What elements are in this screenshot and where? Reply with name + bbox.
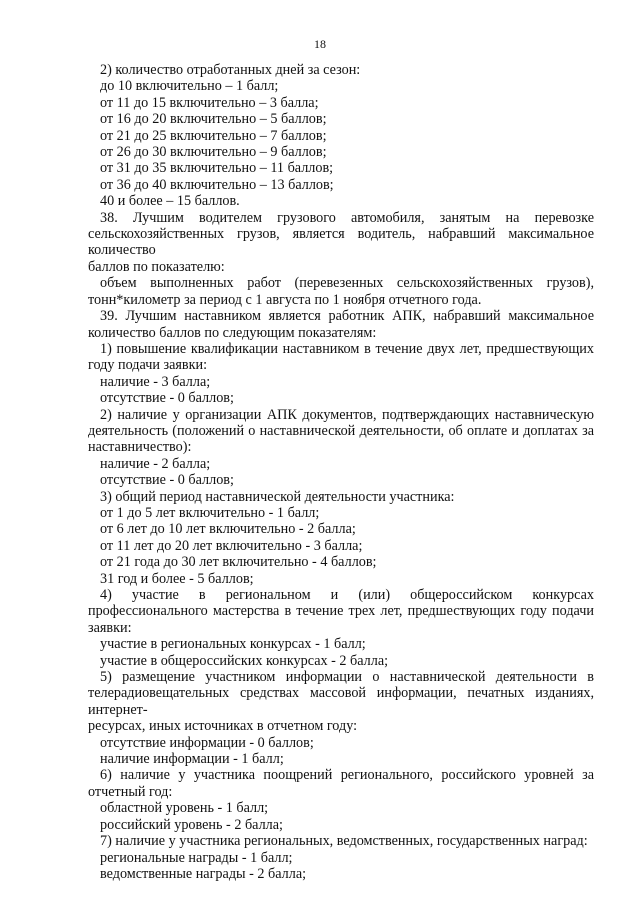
page-number: 18: [314, 37, 326, 51]
text-line: от 6 лет до 10 лет включительно - 2 балла;: [100, 521, 356, 538]
text-line: 39. Лучшим наставником является работник АПК, набравший максимальное: [100, 308, 594, 325]
text-line: от 1 до 5 лет включительно - 1 балл;: [100, 504, 320, 521]
text-line: от 11 лет до 20 лет включительно - 3 балла;: [100, 537, 363, 554]
text-line: сельскохозяйственных грузов, является водитель, набравший максимальное количество: [88, 226, 594, 259]
text-line: 1) повышение квалификации наставником в течение двух лет, предшествующих: [100, 340, 594, 357]
text-line: 40 и более – 15 баллов.: [100, 193, 240, 210]
text-line: ведомственные награды - 2 балла;: [100, 865, 307, 882]
text-line: до 10 включительно – 1 балл;: [100, 78, 279, 95]
text-line: наставничество):: [88, 439, 192, 456]
text-line: 38. Лучшим водителем грузового автомобиля, занятым на перевозке: [100, 209, 594, 226]
text-line: отсутствие - 0 баллов;: [100, 472, 234, 489]
text-line: 6) наличие у участника поощрений регионального, российского уровней за: [100, 767, 594, 784]
text-line: участие в общероссийских конкурсах - 2 балла;: [100, 652, 389, 669]
text-line: отчетный год:: [88, 783, 173, 800]
text-line: тонн*километр за период с 1 августа по 1 ноября отчетного года.: [88, 291, 482, 308]
text-line: деятельность (положений о наставнической деятельности, об оплате и доплатах за: [88, 422, 594, 439]
text-line: наличие - 3 балла;: [100, 373, 211, 390]
text-line: наличие - 2 балла;: [100, 455, 211, 472]
text-line: отсутствие информации - 0 баллов;: [100, 734, 314, 751]
text-line: от 21 до 25 включительно – 7 баллов;: [100, 127, 327, 144]
text-line: количество баллов по следующим показателям:: [88, 324, 377, 341]
text-line: 2) наличие у организации АПК документов, подтверждающих наставническую: [100, 406, 594, 423]
text-line: отсутствие - 0 баллов;: [100, 390, 234, 407]
text-line: от 16 до 20 включительно – 5 баллов;: [100, 111, 327, 128]
text-line: заявки:: [88, 619, 132, 636]
text-line: российский уровень - 2 балла;: [100, 816, 283, 833]
text-line: 31 год и более - 5 баллов;: [100, 570, 254, 587]
text-line: 5) размещение участником информации о наставнической деятельности в: [100, 669, 594, 686]
text-line: от 36 до 40 включительно – 13 баллов;: [100, 176, 334, 193]
text-line: телерадиовещательных средствах массовой информации, печатных изданиях, интернет-: [88, 685, 594, 718]
text-line: ресурсах, иных источниках в отчетном году:: [88, 718, 358, 735]
text-line: году подачи заявки:: [88, 357, 208, 374]
text-line: региональные награды - 1 балл;: [100, 849, 293, 866]
text-line: от 26 до 30 включительно – 9 баллов;: [100, 144, 327, 161]
text-line: от 21 года до 30 лет включительно - 4 баллов;: [100, 554, 377, 571]
text-line: баллов по показателю:: [88, 258, 225, 275]
text-line: 7) наличие у участника региональных, ведомственных, государственных наград:: [100, 833, 588, 850]
text-line: участие в региональных конкурсах - 1 балл;: [100, 636, 366, 653]
text-line: наличие информации - 1 балл;: [100, 751, 284, 768]
text-line: профессионального мастерства в течение трех лет, предшествующих году подачи: [88, 603, 594, 620]
text-line: 4) участие в региональном и (или) общероссийском конкурсах: [100, 587, 594, 603]
document-body: [88, 62, 594, 882]
text-line: областной уровень - 1 балл;: [100, 800, 269, 817]
text-line: 2) количество отработанных дней за сезон:: [100, 62, 361, 78]
text-line: объем выполненных работ (перевезенных сельскохозяйственных грузов),: [100, 275, 594, 292]
text-line: от 11 до 15 включительно – 3 балла;: [100, 94, 319, 111]
text-line: 3) общий период наставнической деятельности участника:: [100, 488, 455, 505]
text-line: от 31 до 35 включительно – 11 баллов;: [100, 160, 334, 177]
